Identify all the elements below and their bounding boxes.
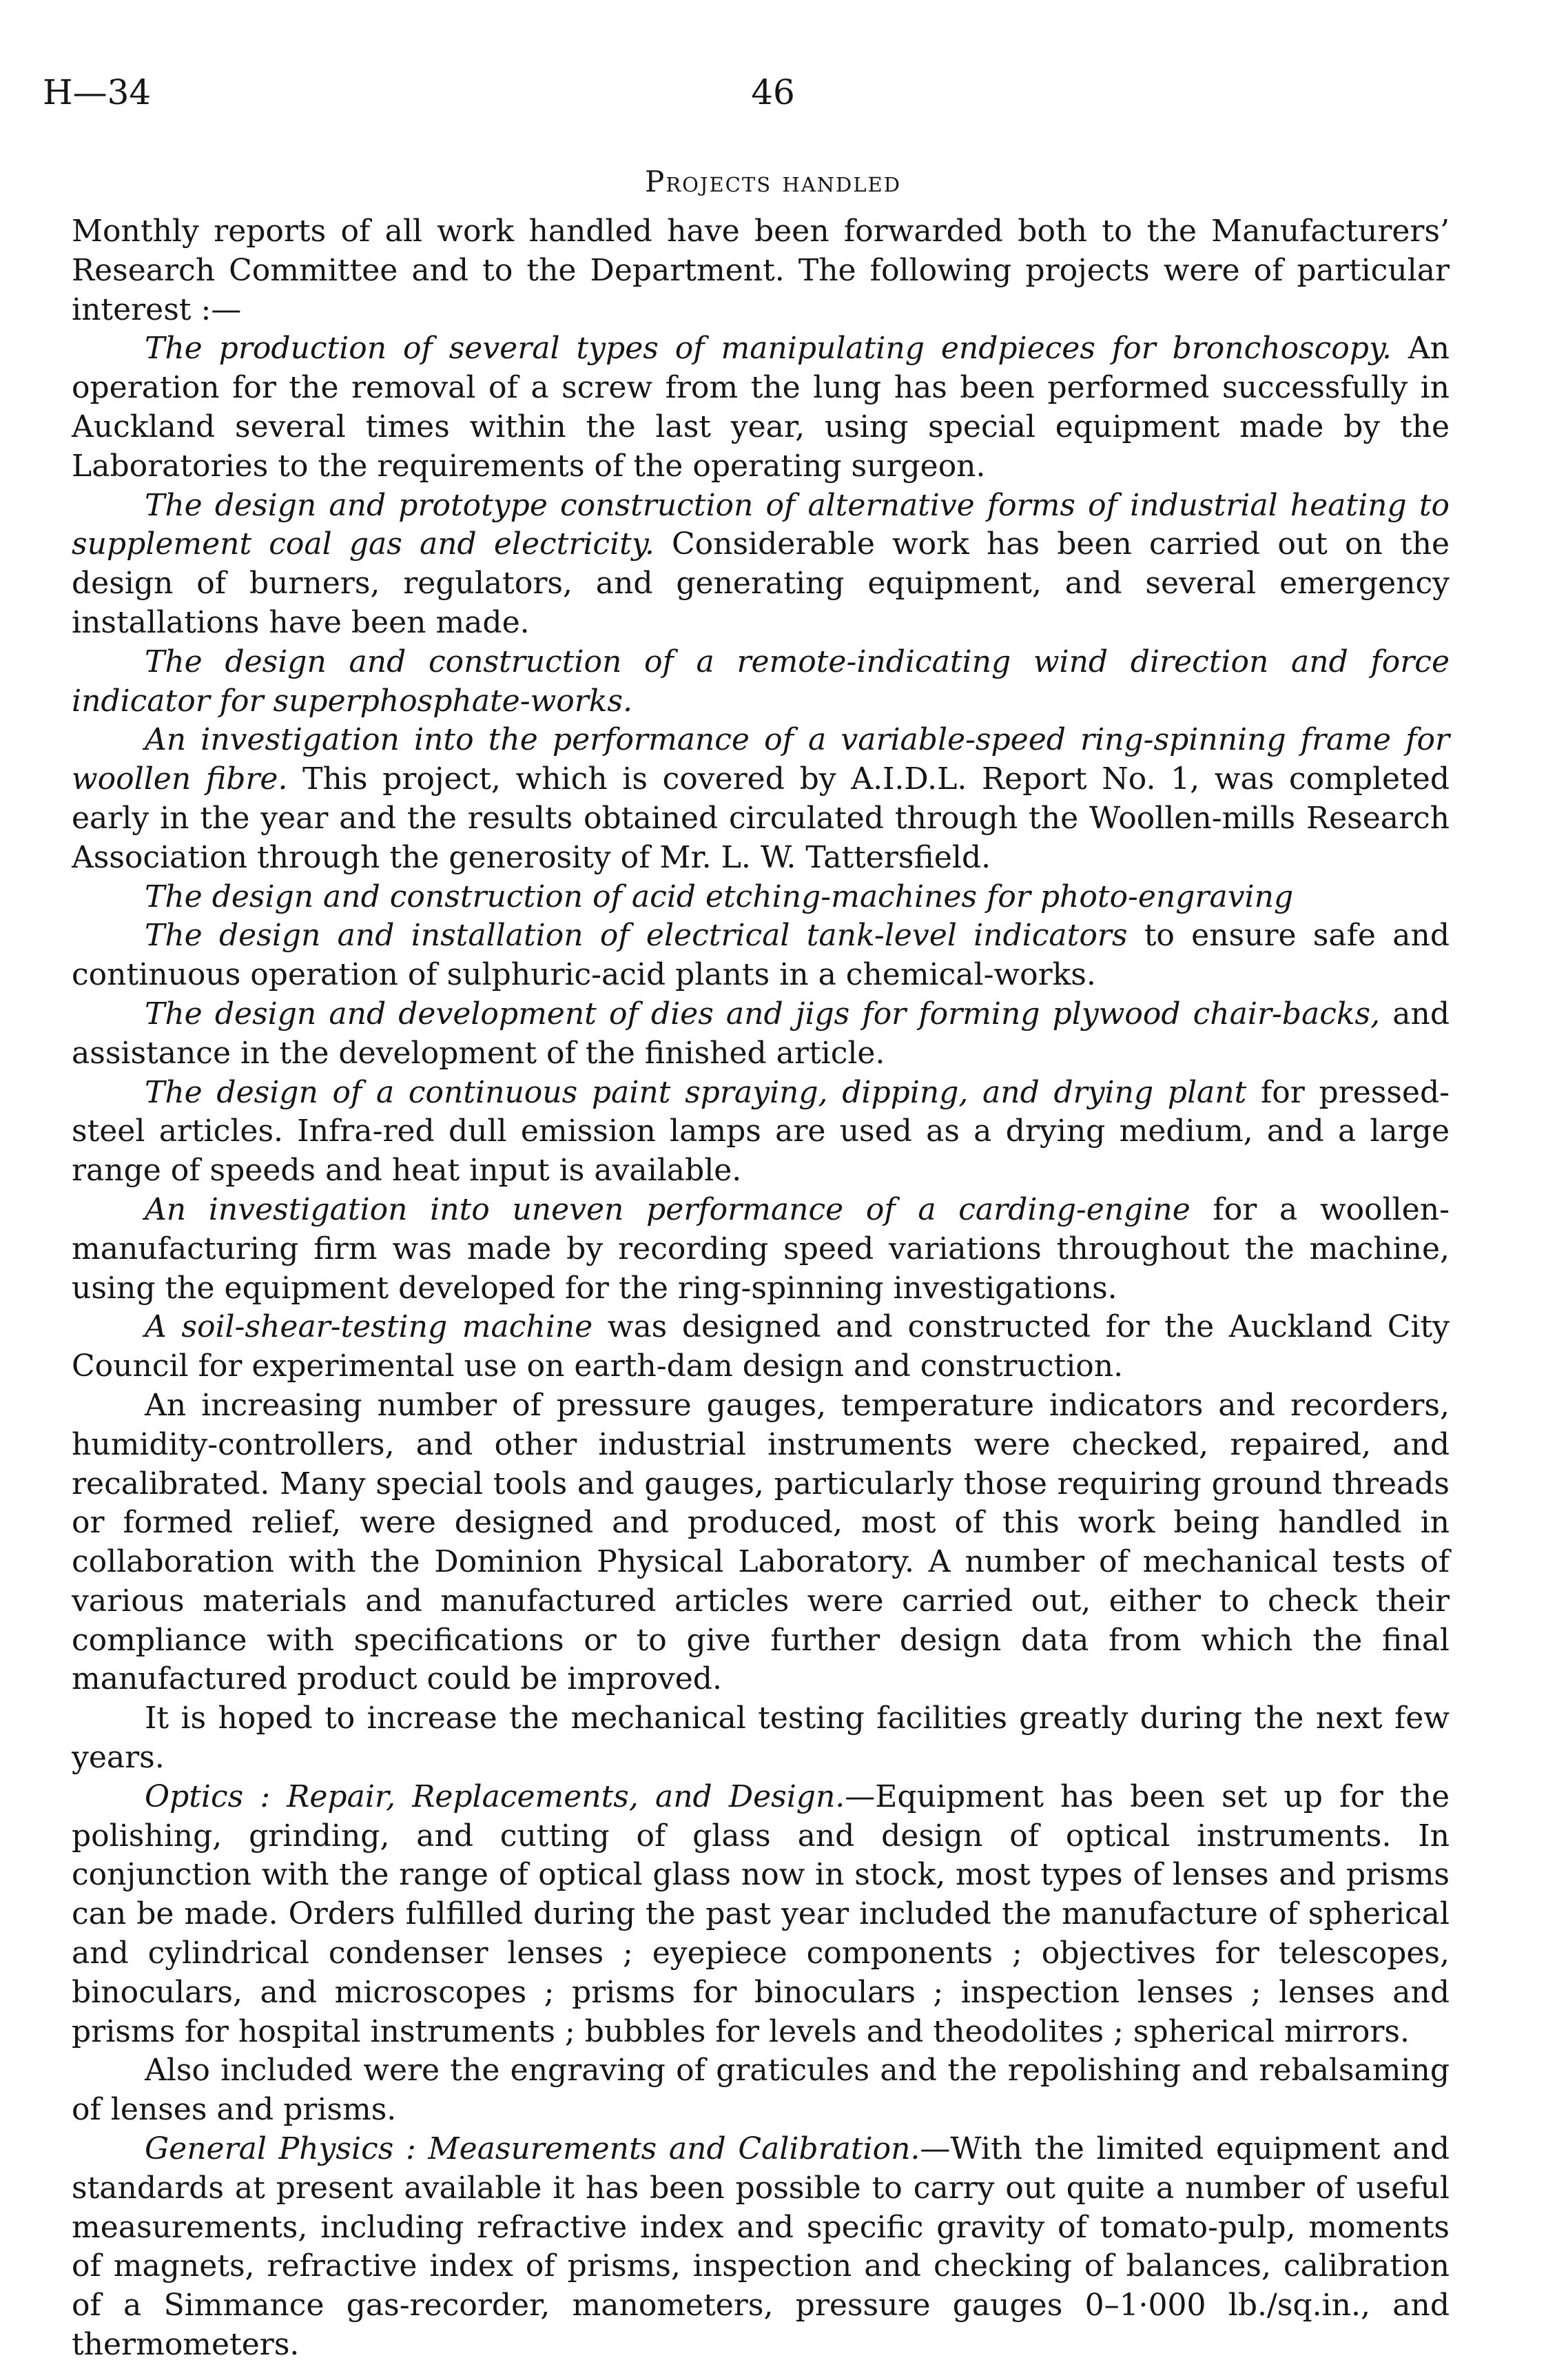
paragraph-wind-indicator — [72, 643, 1450, 721]
paragraph-etching-machines — [72, 878, 1450, 917]
section-heading: Projects handled — [645, 165, 901, 198]
body-text — [72, 212, 1450, 2365]
project-title: The design and installation of electrical tank-level indicators — [145, 918, 1128, 954]
subsection-title: Optics : Repair, Replacements, and Design. — [145, 1778, 845, 1814]
subsection-title: General Physics : Measurements and Calibration. — [145, 2131, 920, 2167]
document-code: H—34 — [43, 72, 152, 112]
paragraph-carding-engine: An investigation into uneven performance of a carding-engine for a woollen-manufacturing firm was made by recording speed variations throughout the machine, using the equipment developed for the ring-spinning investigations. — [72, 1191, 1450, 1306]
paragraph-tank-level: The design and installation of electrical tank-level indicators to ensure safe and continuous operation of sulphuric-acid plants in a chemical-works. — [72, 918, 1450, 993]
project-title: The design and development of dies and jigs for forming plywood chair-backs, — [145, 996, 1381, 1032]
paragraph-bronchoscopy: The production of several types of manipulating endpieces for bronchoscopy. An operation for the removal of a screw from the lung has been performed successfully in Auckland several times within the last year, using special equipment made by the Laboratories to the requirements of the operating surgeon. — [72, 331, 1450, 484]
paragraph-testing-facilities: It is hoped to increase the mechanical testing facilities greatly during the next few years. — [72, 1701, 1450, 1776]
paragraph-optics: Optics : Repair, Replacements, and Design.—Equipment has been set up for the polishing, grinding, and cutting of glass and design of optical instruments. In conjunction with the range of optical glass now in stock, most types of lenses and prisms can be made. Orders fulfilled during the past year included the manufacture of spherical and cylindrical condenser lenses ; eyepiece components ; objectives for telescopes, binoculars, and microscopes ; prisms for binoculars ; inspection lenses ; lenses and prisms for hospital instruments ; bubbles for levels and theodolites ; spherical mirrors. — [72, 1778, 1450, 2049]
project-title: An investigation into uneven performance of a carding-engine — [145, 1191, 1191, 1227]
paragraph-soil-shear: A soil-shear-testing machine was designed and constructed for the Auckland City Council for experimental use on earth-dam design and construction. — [72, 1309, 1450, 1384]
paragraph-industrial-heating: The design and prototype construction of alternative forms of industrial heating to supplement coal gas and electricity. Considerable work has been carried out on the design of burners, regulators, and generating equipment, and several emergency installations have been made. — [72, 487, 1450, 640]
project-title: The design of a continuous paint spraying, dipping, and drying plant — [145, 1074, 1247, 1110]
paragraph-paint-plant: The design of a continuous paint spraying, dipping, and drying plant for pressed-steel articles. Infra-red dull emission lamps are used as a drying medium, and a large range of speeds and heat input is available. — [72, 1074, 1450, 1189]
project-title: A soil-shear-testing machine — [145, 1309, 593, 1345]
paragraph-chair-backs: The design and development of dies and jigs for forming plywood chair-backs, and assistance in the development of the finished article. — [72, 996, 1450, 1071]
project-title: The production of several types of manipulating endpieces for bronchoscopy. — [145, 331, 1392, 367]
project-title: An investigation into the performance of a variable-speed ring-spinning frame for woollen fibre. — [72, 722, 1450, 797]
project-title: The design and construction of a remote-indicating wind direction and force indicator for superphosphate-works. — [72, 644, 1450, 719]
paragraph-graticules: Also included were the engraving of graticules and the repolishing and rebalsaming of lenses and prisms. — [72, 2053, 1450, 2128]
paragraph-instruments: An increasing number of pressure gauges, temperature indicators and recorders, humidity-controllers, and other industrial instruments were checked, repaired, and recalibrated. Many special tools and gauges, particularly those requiring ground threads or formed relief, were designed and produced, most of this work being handled in collaboration with the Dominion Physical Laboratory. A number of mechanical tests of various materials and manufactured articles were carried out, either to check their compliance with specifications or to give further design data from which the final manufactured product could be improved. — [72, 1387, 1450, 1697]
paragraph-general-physics: General Physics : Measurements and Calibration.—With the limited equipment and standards at present available it has been possible to carry out quite a number of useful measurements, including refractive index and specific gravity of tomato-pulp, moments of magnets, refractive index of prisms, inspection and checking of balances, calibration of a Simmance gas-recorder, manometers, pressure gauges 0–1·000 lb./sq.in., and thermometers. — [72, 2131, 1450, 2363]
project-title: The design and construction of acid etching-machines for photo-engraving — [145, 879, 1294, 914]
paragraph-ring-spinning: An investigation into the performance of a variable-speed ring-spinning frame for woollen fibre. This project, which is covered by A.I.D.L. Report No. 1, was completed early in the year and the results obtained circulated through the Woollen-mills Research Association through the generosity of Mr. L. W. Tattersfield. — [72, 722, 1450, 875]
project-title: The design and prototype construction of alternative forms of industrial heating to supplement coal gas and electricity. — [72, 487, 1450, 562]
page-number: 46 — [751, 72, 795, 112]
paragraph-intro: Monthly reports of all work handled have been forwarded both to the Manufacturers’ Research Committee and to the Department. The following projects were of particular interest :— — [72, 214, 1450, 327]
